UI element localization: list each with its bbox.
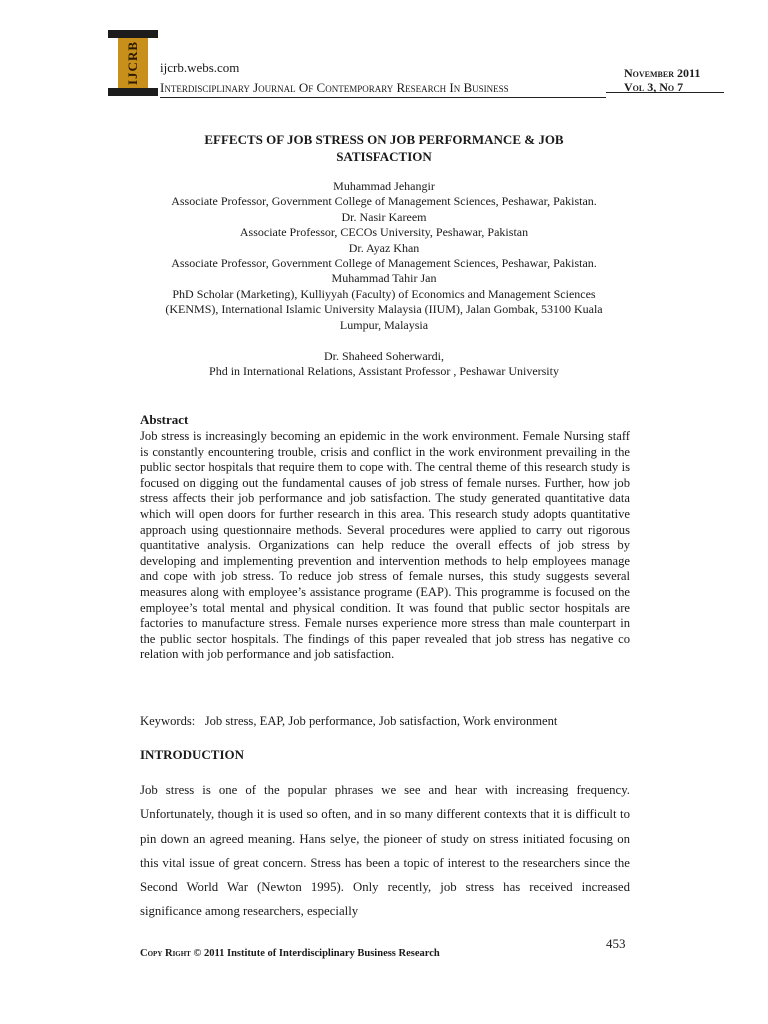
keywords-line: Keywords: Job stress, EAP, Job performance, Job satisfaction, Work environment [140,714,558,728]
introduction-heading: INTRODUCTION [140,747,245,762]
author-line: (KENMS), International Islamic University Malaysia (IIUM), Jalan Gombak, 53100 Kuala [165,302,603,317]
title-line: EFFECTS OF JOB STRESS ON JOB PERFORMANCE & JOB [204,132,564,147]
author-line: PhD Scholar (Marketing), Kulliyyah (Faculty) of Economics and Management Sciences [172,286,596,301]
page-number: 453 [606,936,626,951]
author-line: Associate Professor, Government College of Management Sciences, Peshawar, Pakistan. [171,256,597,271]
title-line: SATISFACTION [336,149,432,164]
author-line: Dr. Nasir Kareem [341,209,427,224]
logo-top-bar [108,30,158,38]
journal-logo [108,30,158,96]
copyright-text: © 2011 Institute of Interdisciplinary Business Research [193,948,440,959]
logo-text: IJCRB [125,40,141,86]
copyright-label: Copy Right [140,948,191,959]
author-block [120,179,648,380]
abstract-heading: Abstract [140,412,189,427]
site-url[interactable]: ijcrb.webs.com [160,60,240,75]
issue-date: November 2011 [624,66,701,80]
copyright-footer [140,948,440,959]
logo-bottom-bar [108,88,158,96]
introduction-text: Job stress is one of the popular phrases we see and hear with increasing frequency. Unfortunately, though it is used so often, and in so many different contexts that it is difficult to pin down an agreed meaning. Hans selye, the pioneer of study on stress initiated focusing on this vital issue of great concern. Stress has been a topic of interest to the researchers since the Second World War (Newton 1995). Only recently, job stress has received increased significance among researchers, especially [140,783,630,919]
author-line: Lumpur, Malaysia [339,317,429,332]
author-line: Dr. Ayaz Khan [348,240,420,255]
abstract-text: Job stress is increasingly becoming an epidemic in the work environment. Female Nursing staff is constantly encountering trouble, crisis and conflict in the work environment prevailing in the public sector hospitals that require them to cope with. The central theme of this research study is focused on digging out the fundamental causes of job stress of female nurses. Further, how job stress affects their job performance and job satisfaction. The study generated quantitative data which will open doors for further research in this area. This research study adopts quantitative approach using questionnaire methods. Several procedures were applied to carry out rigorous quantitative analysis. Organizations can help reduce the overall effects of job stress by developing and implementing prevention and intervention methods to help employees manage and cope with job stress. To reduce job stress of female nurses, this study suggests several measures along with employee’s assistance programe (EAP). This programme is focused on the employee’s total mental and physical condition. It was found that public sector hospitals are factories to manufacture stress. Female nurses experience more stress than male counterpart in the public sector hospitals. The findings of this paper revealed that job stress has negative co relation with job performance and job satisfaction. [140,429,630,662]
author-line: Phd in International Relations, Assistant Professor , Peshawar University [209,364,559,379]
author-line: Dr. Shaheed Soherwardi, [324,349,444,364]
paper-title [140,131,628,165]
logo-stem [118,38,148,88]
author-line: Muhammad Jehangir [333,179,435,193]
author-line: Muhammad Tahir Jan [331,271,437,286]
author-line: Associate Professor, CECOs University, Peshawar, Pakistan [239,225,529,240]
journal-name: Interdisciplinary Journal Of Contemporary Research In Business [160,80,606,98]
author-line: Associate Professor, Government College of Management Sciences, Peshawar, Pakistan. [171,194,597,209]
issue-volume: Vol 3, No 7 [624,80,684,94]
